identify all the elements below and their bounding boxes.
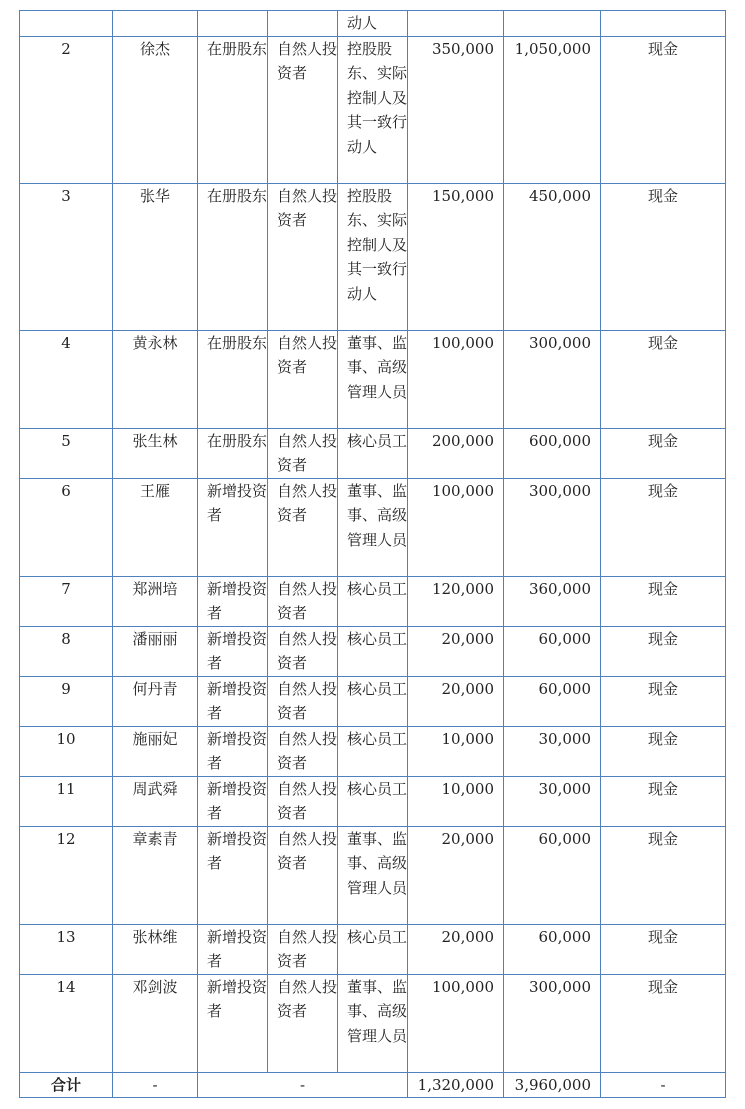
cell-method: 现金 bbox=[601, 576, 726, 626]
cell-type: 核心员工 bbox=[338, 726, 408, 776]
cell-type: 核心员工 bbox=[338, 428, 408, 478]
cell-name: 郑洲培 bbox=[113, 576, 198, 626]
cell-amount: 300,000 bbox=[504, 478, 601, 576]
cell-type: 核心员工 bbox=[338, 676, 408, 726]
cell-status: 在册股东 bbox=[198, 330, 268, 428]
cell-type: 动人 bbox=[338, 11, 408, 37]
cell-shares: 150,000 bbox=[408, 183, 504, 330]
cell-shares: 20,000 bbox=[408, 676, 504, 726]
cell-method: 现金 bbox=[601, 726, 726, 776]
cell-name: 张生林 bbox=[113, 428, 198, 478]
cell-method: 现金 bbox=[601, 826, 726, 924]
cell-shares: 100,000 bbox=[408, 478, 504, 576]
cell-amount: 60,000 bbox=[504, 626, 601, 676]
cell-no: 13 bbox=[20, 924, 113, 974]
cell-no: 4 bbox=[20, 330, 113, 428]
cell-amount: 450,000 bbox=[504, 183, 601, 330]
table-row bbox=[20, 330, 726, 428]
cell-category: 自然人投资者 bbox=[268, 776, 338, 826]
table-row bbox=[20, 726, 726, 776]
table-row bbox=[20, 974, 726, 1072]
table-row bbox=[20, 924, 726, 974]
cell-category: 自然人投资者 bbox=[268, 826, 338, 924]
cell-shares: 120,000 bbox=[408, 576, 504, 626]
cell-name: 施丽妃 bbox=[113, 726, 198, 776]
cell-shares: 350,000 bbox=[408, 36, 504, 183]
cell-amount: 60,000 bbox=[504, 676, 601, 726]
cell-method: 现金 bbox=[601, 676, 726, 726]
cell-status: 新增投资者 bbox=[198, 776, 268, 826]
cell-type: 核心员工 bbox=[338, 924, 408, 974]
cell-shares: 20,000 bbox=[408, 826, 504, 924]
cell-name: 何丹青 bbox=[113, 676, 198, 726]
total-mid: - bbox=[198, 1072, 408, 1098]
cell-amount: 1,050,000 bbox=[504, 36, 601, 183]
table-row bbox=[20, 428, 726, 478]
table-row bbox=[20, 676, 726, 726]
cell-status: 新增投资者 bbox=[198, 478, 268, 576]
cell-no: 14 bbox=[20, 974, 113, 1072]
table-row bbox=[20, 826, 726, 924]
table-row bbox=[20, 776, 726, 826]
cell-name: 章素青 bbox=[113, 826, 198, 924]
cell-name: 张林维 bbox=[113, 924, 198, 974]
total-name: - bbox=[113, 1072, 198, 1098]
cell-status: 新增投资者 bbox=[198, 974, 268, 1072]
cell-amount: 360,000 bbox=[504, 576, 601, 626]
cell-no: 5 bbox=[20, 428, 113, 478]
cell-method: 现金 bbox=[601, 183, 726, 330]
cell-amount: 300,000 bbox=[504, 974, 601, 1072]
cell-method: 现金 bbox=[601, 478, 726, 576]
cell-amount: 60,000 bbox=[504, 826, 601, 924]
cell-amount: 60,000 bbox=[504, 924, 601, 974]
cell-type: 核心员工 bbox=[338, 776, 408, 826]
cell-status: 新增投资者 bbox=[198, 826, 268, 924]
cell-status: 新增投资者 bbox=[198, 924, 268, 974]
cell-shares: 20,000 bbox=[408, 626, 504, 676]
cell-type: 控股股东、实际控制人及其一致行动人 bbox=[338, 183, 408, 330]
cell-no: 11 bbox=[20, 776, 113, 826]
cell-shares: 200,000 bbox=[408, 428, 504, 478]
cell-category: 自然人投资者 bbox=[268, 330, 338, 428]
cell-status: 在册股东 bbox=[198, 428, 268, 478]
cell-no: 9 bbox=[20, 676, 113, 726]
cell-shares: 100,000 bbox=[408, 330, 504, 428]
cell-no: 2 bbox=[20, 36, 113, 183]
table-row bbox=[20, 478, 726, 576]
cell-no: 3 bbox=[20, 183, 113, 330]
cell-method: 现金 bbox=[601, 924, 726, 974]
cell-no: 6 bbox=[20, 478, 113, 576]
cell-status: 新增投资者 bbox=[198, 726, 268, 776]
cell-name: 潘丽丽 bbox=[113, 626, 198, 676]
cell-type: 董事、监事、高级管理人员 bbox=[338, 826, 408, 924]
cell-amount: 600,000 bbox=[504, 428, 601, 478]
total-shares: 1,320,000 bbox=[408, 1072, 504, 1098]
cell-method: 现金 bbox=[601, 36, 726, 183]
cell-shares: 100,000 bbox=[408, 974, 504, 1072]
cell-method: 现金 bbox=[601, 626, 726, 676]
cell-method: 现金 bbox=[601, 974, 726, 1072]
cell-category: 自然人投资者 bbox=[268, 36, 338, 183]
table-row-continued bbox=[20, 11, 726, 37]
cell-type: 董事、监事、高级管理人员 bbox=[338, 974, 408, 1072]
subscribers-table bbox=[19, 10, 726, 1098]
cell-category: 自然人投资者 bbox=[268, 576, 338, 626]
cell-name: 周武舜 bbox=[113, 776, 198, 826]
cell-method: 现金 bbox=[601, 428, 726, 478]
cell-name: 张华 bbox=[113, 183, 198, 330]
cell-amount: 30,000 bbox=[504, 776, 601, 826]
cell-shares: 20,000 bbox=[408, 924, 504, 974]
total-amount: 3,960,000 bbox=[504, 1072, 601, 1098]
total-label: 合计 bbox=[20, 1072, 113, 1098]
cell-category: 自然人投资者 bbox=[268, 676, 338, 726]
cell-no: 10 bbox=[20, 726, 113, 776]
cell-no: 12 bbox=[20, 826, 113, 924]
cell-type: 董事、监事、高级管理人员 bbox=[338, 478, 408, 576]
cell-category: 自然人投资者 bbox=[268, 183, 338, 330]
cell-amount: 30,000 bbox=[504, 726, 601, 776]
cell-category: 自然人投资者 bbox=[268, 974, 338, 1072]
cell-name: 黄永林 bbox=[113, 330, 198, 428]
table-row bbox=[20, 36, 726, 183]
cell-status: 新增投资者 bbox=[198, 676, 268, 726]
cell-method: 现金 bbox=[601, 776, 726, 826]
cell-amount: 300,000 bbox=[504, 330, 601, 428]
cell-no: 7 bbox=[20, 576, 113, 626]
cell-category: 自然人投资者 bbox=[268, 626, 338, 676]
cell-type: 控股股东、实际控制人及其一致行动人 bbox=[338, 36, 408, 183]
cell-category: 自然人投资者 bbox=[268, 428, 338, 478]
total-row bbox=[20, 1072, 726, 1098]
cell-name: 邓剑波 bbox=[113, 974, 198, 1072]
total-method: - bbox=[601, 1072, 726, 1098]
cell-shares: 10,000 bbox=[408, 726, 504, 776]
table-row bbox=[20, 576, 726, 626]
cell-type: 核心员工 bbox=[338, 576, 408, 626]
cell-category: 自然人投资者 bbox=[268, 924, 338, 974]
cell-type: 核心员工 bbox=[338, 626, 408, 676]
cell-status: 在册股东 bbox=[198, 183, 268, 330]
cell-no: 8 bbox=[20, 626, 113, 676]
cell-status: 在册股东 bbox=[198, 36, 268, 183]
cell-status: 新增投资者 bbox=[198, 576, 268, 626]
cell-type: 董事、监事、高级管理人员 bbox=[338, 330, 408, 428]
cell-category: 自然人投资者 bbox=[268, 726, 338, 776]
table-row bbox=[20, 626, 726, 676]
cell-method: 现金 bbox=[601, 330, 726, 428]
cell-shares: 10,000 bbox=[408, 776, 504, 826]
cell-name: 徐杰 bbox=[113, 36, 198, 183]
cell-category: 自然人投资者 bbox=[268, 478, 338, 576]
table-row bbox=[20, 183, 726, 330]
cell-status: 新增投资者 bbox=[198, 626, 268, 676]
cell-name: 王雁 bbox=[113, 478, 198, 576]
